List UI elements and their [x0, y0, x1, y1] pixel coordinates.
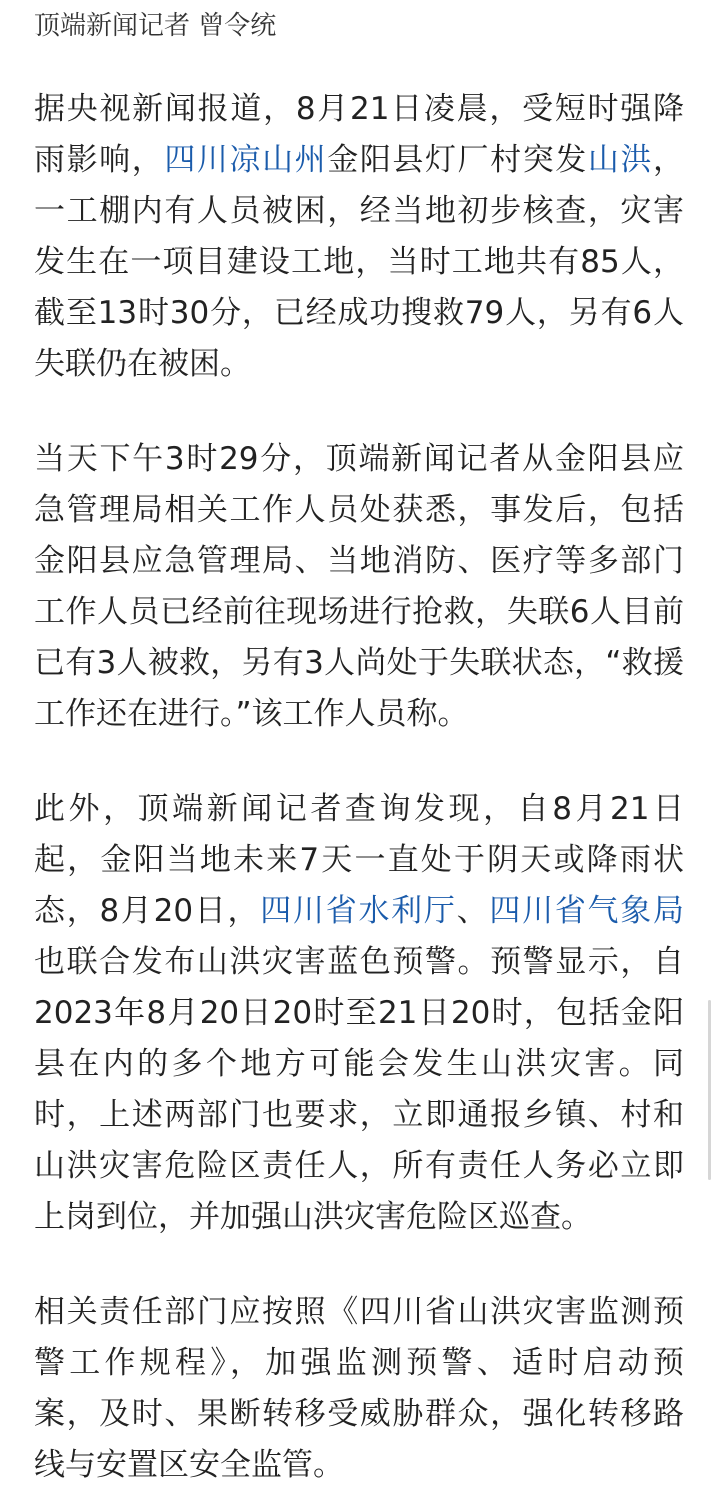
text-line — [34, 84, 684, 135]
text-line — [34, 288, 684, 339]
paragraph — [34, 84, 684, 390]
text-segment: 2023年8月20日20时至21日20时，包括金阳 — [34, 995, 684, 1031]
text-segment: 工作还在进行。”该工作人员称。 — [34, 696, 469, 732]
text-segment: 警工作规程》，加强监测预警、适时启动预 — [34, 1345, 684, 1381]
text-line — [34, 1141, 684, 1192]
text-segment: 当天下午3时29分，顶端新闻记者从金阳县应 — [34, 441, 684, 477]
text-line — [34, 135, 684, 186]
text-line — [34, 638, 684, 689]
text-line — [34, 536, 684, 587]
text-segment: 线与安置区安全监管。 — [34, 1447, 344, 1483]
byline: 顶端新闻记者 曾令统 — [34, 11, 277, 41]
text-segment: 截至13时30分，已经成功搜救79人，另有6人 — [34, 295, 684, 331]
text-segment: 据央视新闻报道，8月21日凌晨，受短时强降 — [34, 91, 684, 127]
topic-link[interactable]: 四川省气象局 — [489, 893, 685, 929]
text-segment: 县在内的多个地方可能会发生山洪灾害。同 — [34, 1046, 684, 1082]
text-segment: 案，及时、果断转移受威胁群众，强化转移路 — [34, 1396, 684, 1432]
article — [34, 0, 684, 1491]
text-segment: 工作人员已经前往现场进行抢救，失联6人目前 — [34, 594, 684, 630]
text-segment: 起，金阳当地未来7天一直处于阴天或降雨状 — [34, 842, 684, 878]
text-segment: 金阳县灯厂村突发 — [327, 142, 588, 178]
text-line — [34, 784, 684, 835]
text-line — [34, 434, 684, 485]
text-line — [34, 1287, 684, 1338]
text-line — [34, 186, 684, 237]
text-line — [34, 237, 684, 288]
text-line — [34, 1440, 684, 1491]
text-line — [34, 937, 684, 988]
text-line — [34, 1039, 684, 1090]
text-segment: 态，8月20日， — [34, 893, 261, 929]
text-line — [34, 339, 684, 390]
paragraph — [34, 784, 684, 1243]
text-segment: 时，上述两部门也要求，立即通报乡镇、村和 — [34, 1097, 684, 1133]
text-line — [34, 485, 684, 536]
text-line — [34, 1090, 684, 1141]
scrollbar[interactable] — [708, 1000, 711, 1180]
text-line — [34, 988, 684, 1039]
text-segment: 已有3人被救，另有3人尚处于失联状态，“救援 — [34, 645, 684, 681]
topic-link[interactable]: 四川凉山州 — [164, 142, 328, 178]
text-segment: 、 — [456, 893, 490, 929]
paragraph — [34, 1287, 684, 1491]
text-line — [34, 1192, 684, 1243]
text-segment: ， — [653, 142, 685, 178]
topic-link[interactable]: 四川省水利厅 — [260, 893, 457, 929]
text-line — [34, 835, 684, 886]
text-segment: 金阳县应急管理局、当地消防、医疗等多部门 — [34, 543, 684, 579]
text-segment: 一工棚内有人员被困，经当地初步核查，灾害 — [34, 193, 684, 229]
text-line — [34, 587, 684, 638]
text-segment: 山洪灾害危险区责任人，所有责任人务必立即 — [34, 1148, 684, 1184]
text-line — [34, 689, 684, 740]
text-segment: 上岗到位，并加强山洪灾害危险区巡查。 — [34, 1199, 592, 1235]
paragraph — [34, 434, 684, 740]
text-segment: 急管理局相关工作人员处获悉，事发后，包括 — [34, 492, 684, 528]
topic-link[interactable]: 山洪 — [587, 142, 654, 178]
text-segment: 发生在一项目建设工地，当时工地共有85人， — [34, 244, 684, 280]
text-line — [34, 1389, 684, 1440]
text-segment: 也联合发布山洪灾害蓝色预警。预警显示，自 — [34, 944, 684, 980]
text-line — [34, 1338, 684, 1389]
text-segment: 雨影响， — [34, 142, 165, 178]
text-segment: 此外，顶端新闻记者查询发现，自8月21日 — [34, 791, 684, 827]
text-line — [34, 886, 684, 937]
text-segment: 失联仍在被困。 — [34, 346, 251, 382]
text-segment: 相关责任部门应按照《四川省山洪灾害监测预 — [34, 1294, 684, 1330]
